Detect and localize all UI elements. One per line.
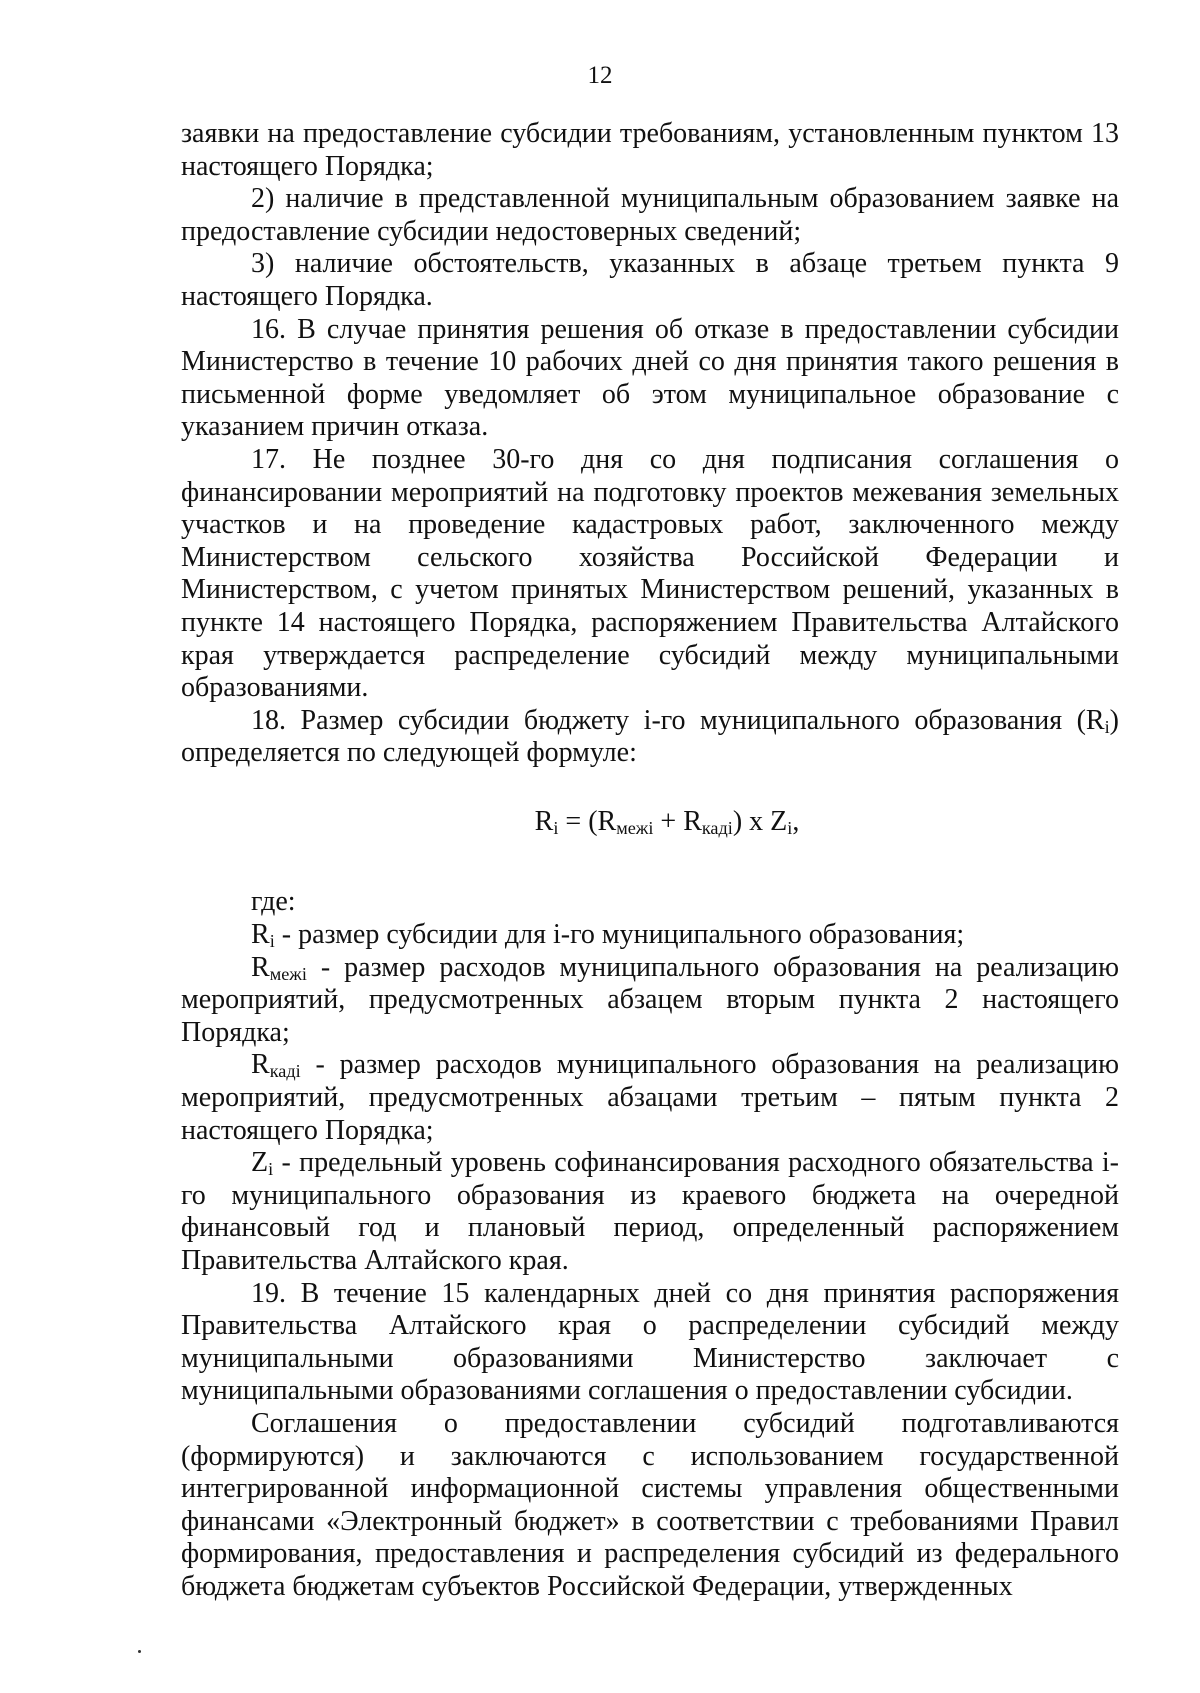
definition-symbol: R	[251, 1049, 270, 1081]
document-body	[181, 118, 1119, 1604]
definition-subscript: i	[268, 1159, 274, 1180]
definition-text: - размер субсидии для i-го муниципального образования;	[274, 919, 965, 951]
formula-mezh-sub: межi	[616, 817, 654, 838]
paragraph-18-tail: ) определяется по следующей формуле:	[181, 704, 1119, 769]
definition-subscript: i	[269, 931, 275, 952]
paragraph-18	[181, 705, 1119, 770]
paragraph-agreements: Соглашения о предоставлении субсидий подготавливаются (формируются) и заключаются с использованием государственной интегрированной информационной системы управления общественными финансами «Электронный бюджет» в соответствии с требованиями Правил формирования, предоставления и распределения субсидий из федерального бюджета бюджетам субъектов Российской Федерации, утвержденных	[181, 1407, 1119, 1602]
definition-subscript: кадi	[269, 1061, 301, 1082]
definition-ri	[181, 919, 1119, 952]
paragraph-continuation: заявки на предоставление субсидии требованиям, установленным пунктом 13 настоящего Порядка;	[181, 118, 1119, 182]
formula-end: ,	[792, 805, 800, 837]
where-label: где:	[251, 886, 296, 918]
page-number: 12	[587, 62, 613, 89]
formula-r: R	[534, 805, 554, 837]
paragraph-19: 19. В течение 15 календарных дней со дня принятия распоряжения Правительства Алтайского края о распределении субсидий между муниципальными образованиями Министерство заключает с муниципальными образованиями соглашения о предоставлении субсидии.	[181, 1277, 1119, 1407]
definition-text: - размер расходов муниципального образования на реализацию мероприятий, предусмотренных абзацами третьим – пятым пункта 2 настоящего Порядка;	[181, 1049, 1119, 1146]
formula-kad-sub: кадi	[701, 817, 733, 838]
formula-times: ) x Z	[732, 805, 788, 837]
paragraph-18-subscript: i	[1104, 716, 1110, 737]
paragraph-17: 17. Не позднее 30-го дня со дня подписания соглашения о финансировании мероприятий на подготовку проектов межевания земельных участков и на проведение кадастровых работ, заключенного между Министерством сельского хозяйства Российской Федерации и Министерством, с учетом принятых Министерством решений, указанных в пункте 14 настоящего Порядка, распоряжением Правительства Алтайского края утверждается распределение субсидий между муниципальными образованиями.	[181, 443, 1119, 704]
formula-r-sub: i	[553, 817, 559, 838]
paragraph-16: 16. В случае принятия решения об отказе в предоставлении субсидии Министерство в течение 10 рабочих дней со дня принятия такого решения в письменной форме уведомляет об этом муниципальное образование с указанием причин отказа.	[181, 313, 1119, 443]
definition-symbol: R	[251, 951, 270, 983]
formula-spacer	[181, 838, 1119, 886]
paragraph-item-3: 3) наличие обстоятельств, указанных в абзаце третьем пункта 9 настоящего Порядка.	[181, 248, 1119, 312]
definition-rkad	[181, 1049, 1119, 1147]
definition-symbol: Z	[251, 1147, 269, 1179]
paragraph-18-lead: 18. Размер субсидии бюджету i-го муниципального образования (R	[251, 704, 1105, 736]
definition-zi	[181, 1147, 1119, 1277]
formula	[181, 806, 1119, 839]
definition-subscript: межi	[269, 963, 307, 984]
definition-symbol: R	[251, 919, 270, 951]
formula-z-sub: i	[787, 817, 793, 838]
definition-text: - предельный уровень софинансирования расходного обязательства i-го муниципального образования из краевого бюджета на очередной финансовый год и плановый период, определенный распоряжением Правительства Алтайского края.	[181, 1147, 1119, 1276]
scan-dot	[138, 1650, 141, 1653]
formula-eq: = (R	[558, 805, 617, 837]
paragraph-item-2: 2) наличие в представленной муниципальным образованием заявке на предоставление субсидии недостоверных сведений;	[181, 183, 1119, 247]
definition-rmezh	[181, 952, 1119, 1050]
formula-plus: + R	[653, 805, 702, 837]
definition-text: - размер расходов муниципального образования на реализацию мероприятий, предусмотренных абзацем вторым пункта 2 настоящего Порядка;	[181, 951, 1119, 1048]
